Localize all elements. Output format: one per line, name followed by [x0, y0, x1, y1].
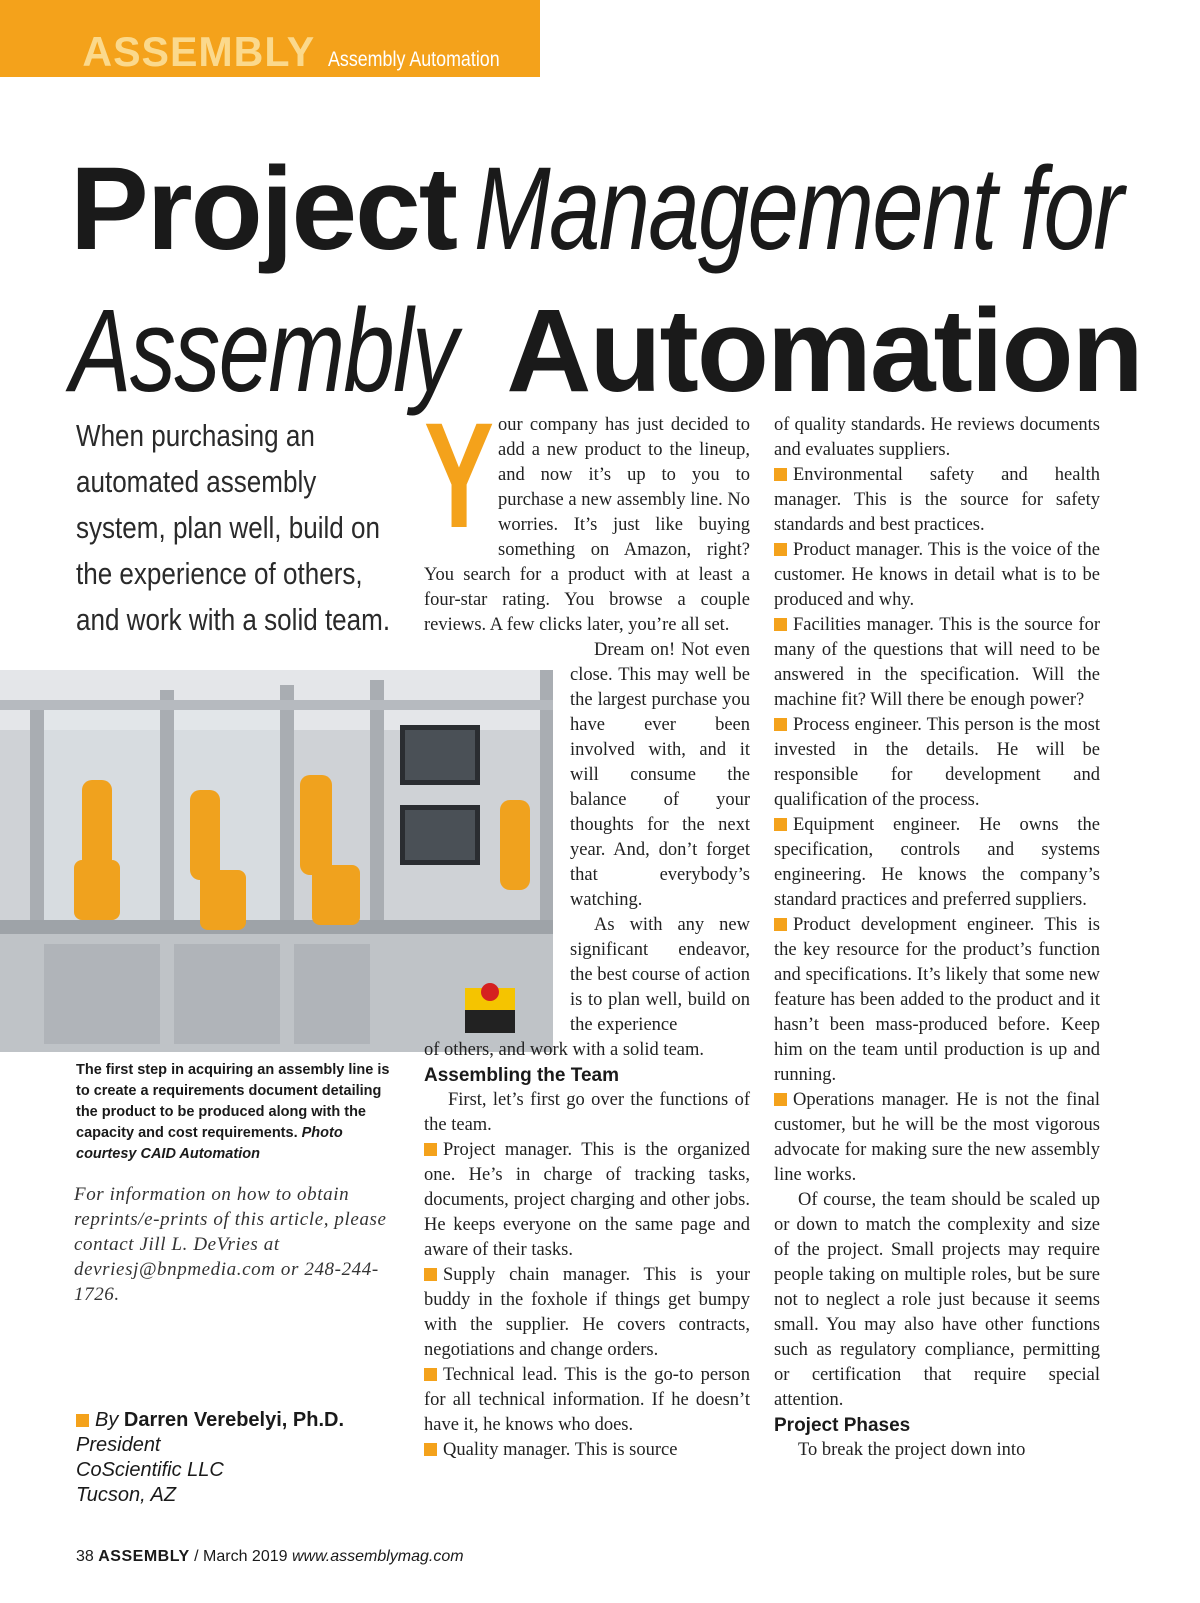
- author-company: CoScientific LLC: [76, 1459, 224, 1481]
- role-item: [424, 1263, 750, 1363]
- intro-paragraph: [424, 391, 750, 638]
- role-facilities-manager: Facilities manager. This is the source for many of the questions that will need to be answered in the specification. Will the machine fit? Will there be enough power?: [774, 615, 1100, 710]
- footer-brand: ASSEMBLY: [98, 1548, 190, 1565]
- paragraph-quality-cont: of quality standards. He reviews documents and evaluates suppliers.: [774, 415, 1100, 460]
- role-product-manager: Product manager. This is the voice of the customer. He knows in detail what is to be produced and why.: [774, 540, 1100, 610]
- bullet-square-icon: [774, 543, 787, 556]
- role-item: [774, 1088, 1100, 1188]
- role-product-development-engineer: Product development engineer. This is the key resource for the product’s function and specifications. It’s likely that some new feature has been added to the product and it hasn’t been mass-produced before. Keep him on the team until production is up and running.: [774, 915, 1100, 1085]
- subhead-assembling-team: Assembling the Team: [424, 1065, 619, 1086]
- role-quality-manager: Quality manager. This is source: [443, 1440, 678, 1460]
- byline-by: By: [95, 1409, 119, 1431]
- role-ehs-manager: Environmental safety and health manager. This is the source for safety standards and best practices.: [774, 465, 1100, 535]
- author-name: Darren Verebelyi, Ph.D.: [123, 1409, 345, 1431]
- bullet-square-icon: [774, 718, 787, 731]
- role-item: [774, 613, 1100, 713]
- role-project-manager: Project manager. This is the organized one. He’s in charge of tracking tasks, documents, project charging and other jobs. He keeps everyone on the same page and aware of their tasks.: [424, 1140, 750, 1260]
- photo-caption: [76, 1060, 406, 1165]
- bullet-square-icon: [774, 618, 787, 631]
- body-column-2: [424, 391, 750, 1463]
- bullet-square-icon: [774, 918, 787, 931]
- author-title: President: [76, 1434, 161, 1456]
- role-item: [774, 913, 1100, 1088]
- author-location: Tucson, AZ: [76, 1484, 177, 1506]
- bullet-square-icon: [424, 1143, 437, 1156]
- headline-line-1: [70, 143, 1200, 275]
- article-deck: When purchasing an automated assembly system, plan well, build on the experience of others, and work with a solid team.: [76, 418, 391, 637]
- footer-url: www.assemblymag.com: [291, 1548, 464, 1565]
- bullet-square-icon: [76, 1414, 89, 1427]
- bullet-square-icon: [774, 818, 787, 831]
- body-column-3: [774, 413, 1100, 1463]
- drop-cap: Y: [424, 391, 495, 559]
- role-item: [774, 463, 1100, 538]
- paragraph-team-scale: Of course, the team should be scaled up or down to match the complexity and size of the project. Small projects may require people taking on multiple roles, but be sure not to neglect a role just because it seems small. You may also have other functions such as regulatory compliance, permitting or certification that require special attention.: [774, 1190, 1100, 1410]
- role-item: [774, 713, 1100, 813]
- reprints-note: For information on how to obtain reprints/e-prints of this article, please contact Jill L. DeVries at devriesj@bnpmedia.com or 248-244-1726.: [74, 1184, 387, 1305]
- paragraph-functions: First, let’s first go over the functions of the team.: [424, 1090, 750, 1135]
- footer-date: / March 2019: [194, 1548, 288, 1565]
- bullet-square-icon: [424, 1368, 437, 1381]
- paragraph-dream-on: Dream on! Not even close. This may well be the largest purchase you have ever been involved with, and it will consume the balance of your thoughts for the next year. And, don’t forget that everybody’s watching.: [570, 640, 750, 910]
- section-header-bar: [0, 0, 540, 77]
- headline-line-2: [70, 285, 1142, 417]
- role-item: [424, 1363, 750, 1438]
- paragraph-endeavor: As with any new significant endeavor, the best course of action is to plan well, build on the experience: [570, 915, 750, 1035]
- byline: [76, 1408, 406, 1508]
- role-item: [774, 813, 1100, 913]
- role-equipment-engineer: Equipment engineer. He owns the specification, controls and systems engineering. He knows the company’s standard practices and preferred suppliers.: [774, 815, 1100, 910]
- caption-text: The first step in acquiring an assembly line is to create a requirements document detailing the product to be produced along with the capacity and cost requirements.: [76, 1062, 390, 1141]
- headline-word-automation: Automation: [506, 285, 1142, 417]
- section-name: ASSEMBLY: [82, 28, 316, 75]
- headline-words-management-for: Management for: [474, 143, 1123, 275]
- paragraph-break-down: To break the project down into: [798, 1440, 1026, 1460]
- headline-word-assembly: Assembly: [70, 285, 457, 417]
- role-item: [774, 538, 1100, 613]
- headline-word-project: Project: [70, 143, 457, 275]
- intro-text: our company has just decided to add a new product to the lineup, and now it’s up to you to purchase a new assembly line. No worries. It’s just like buying something on Amazon, right? You search for a product with at least a four-star rating. You browse a couple reviews. A few clicks later, you’re all set.: [424, 415, 750, 635]
- role-operations-manager: Operations manager. He is not the final customer, but he will be the most vigorous advocate for making sure the new assembly line works.: [774, 1090, 1100, 1185]
- bullet-square-icon: [424, 1443, 437, 1456]
- role-supply-chain-manager: Supply chain manager. This is your buddy in the foxhole if things get bumpy with the supplier. He covers contracts, negotiations and change orders.: [424, 1265, 750, 1360]
- role-technical-lead: Technical lead. This is the go-to person for all technical information. If he doesn’t have it, he knows who does.: [424, 1365, 750, 1435]
- bullet-square-icon: [774, 468, 787, 481]
- page-number: 38: [76, 1548, 94, 1565]
- text-wrap-block: [570, 638, 750, 1038]
- caption-credit: Photo courtesy CAID Automation: [76, 1125, 343, 1162]
- role-item: [424, 1438, 750, 1463]
- bullet-square-icon: [424, 1268, 437, 1281]
- bullet-square-icon: [774, 1093, 787, 1106]
- role-process-engineer: Process engineer. This person is the most invested in the details. He will be responsible for development and qualification of the process.: [774, 715, 1100, 810]
- page-footer: [76, 1548, 464, 1566]
- role-item: [424, 1138, 750, 1263]
- subhead-project-phases: Project Phases: [774, 1415, 911, 1436]
- subsection-name: Assembly Automation: [327, 48, 500, 71]
- paragraph-endeavor-cont: of others, and work with a solid team.: [424, 1040, 705, 1060]
